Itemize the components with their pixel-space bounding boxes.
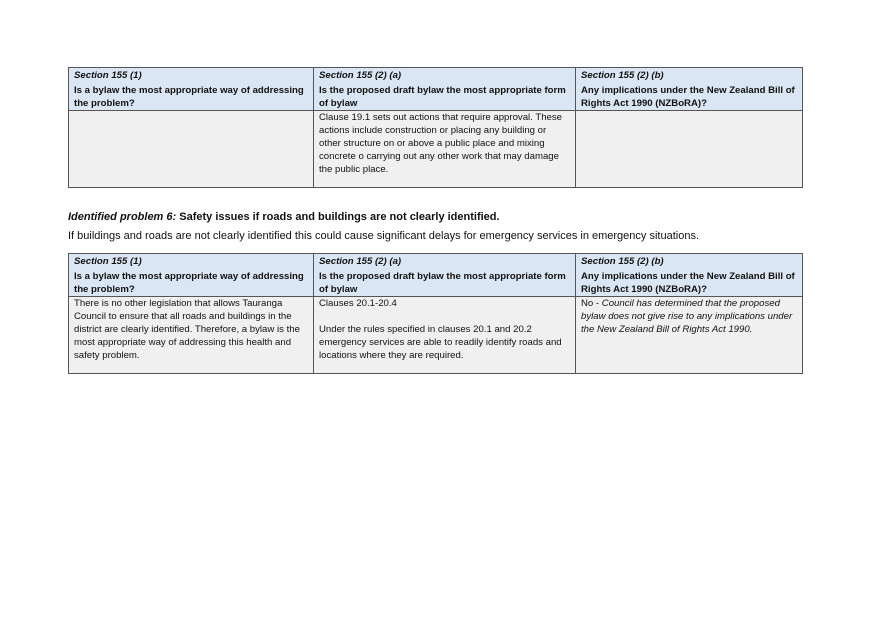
table-row (69, 111, 803, 188)
section-ref: Section 155 (2) (b) (581, 70, 664, 81)
cell-draft-bylaw-form: Clause 19.1 sets out actions that require approval. These actions include construction or placing any building or other structure on or above a public place and mixing concrete o carrying out any other work that may damage the public place. (314, 111, 576, 188)
problem-label: Identified problem 6: (68, 211, 177, 223)
header-section-155-2b (576, 68, 803, 111)
header-section-155-1 (69, 254, 314, 297)
header-section-155-2a (314, 68, 576, 111)
assessment-table-2 (68, 253, 803, 374)
header-section-155-1 (69, 68, 314, 111)
section-question: Is the proposed draft bylaw the most appropriate form of bylaw (319, 271, 566, 295)
assessment-table-1 (68, 67, 803, 188)
section-ref: Section 155 (2) (a) (319, 256, 402, 267)
cell-draft-bylaw-form (314, 297, 576, 374)
clauses-reference: Clauses 20.1-20.4 (319, 298, 397, 309)
header-section-155-2b (576, 254, 803, 297)
cell-nzbora-implications (576, 111, 803, 188)
table-row (69, 297, 803, 374)
table-header-row (69, 254, 803, 297)
problem-title: Safety issues if roads and buildings are not clearly identified. (179, 211, 500, 223)
implications-answer: No - (581, 298, 602, 309)
section-ref: Section 155 (1) (74, 70, 142, 81)
clauses-explanation: Under the rules specified in clauses 20.1 and 20.2 emergency services are able to readily identify roads and locations where they are required. (319, 324, 562, 361)
section-question: Is the proposed draft bylaw the most appropriate form of bylaw (319, 85, 566, 109)
cell-nzbora-implications (576, 297, 803, 374)
table-header-row (69, 68, 803, 111)
cell-bylaw-appropriate: There is no other legislation that allows Tauranga Council to ensure that all roads and buildings in the district are clearly identified. Therefore, a bylaw is the most appropriate way of addressing this health and safety problem. (69, 297, 314, 374)
problem-6-heading (68, 211, 500, 223)
section-question: Any implications under the New Zealand Bill of Rights Act 1990 (NZBoRA)? (581, 85, 795, 109)
section-question: Is a bylaw the most appropriate way of addressing the problem? (74, 271, 304, 295)
implications-explanation: Council has determined that the proposed bylaw does not give rise to any implications under the New Zealand Bill of Rights Act 1990. (581, 298, 793, 335)
section-ref: Section 155 (2) (b) (581, 256, 664, 267)
section-question: Is a bylaw the most appropriate way of addressing the problem? (74, 85, 304, 109)
section-question: Any implications under the New Zealand Bill of Rights Act 1990 (NZBoRA)? (581, 271, 795, 295)
problem-6-description: If buildings and roads are not clearly identified this could cause significant delays for emergency services in emergency situations. (68, 230, 699, 242)
cell-bylaw-appropriate (69, 111, 314, 188)
section-ref: Section 155 (1) (74, 256, 142, 267)
header-section-155-2a (314, 254, 576, 297)
section-ref: Section 155 (2) (a) (319, 70, 402, 81)
